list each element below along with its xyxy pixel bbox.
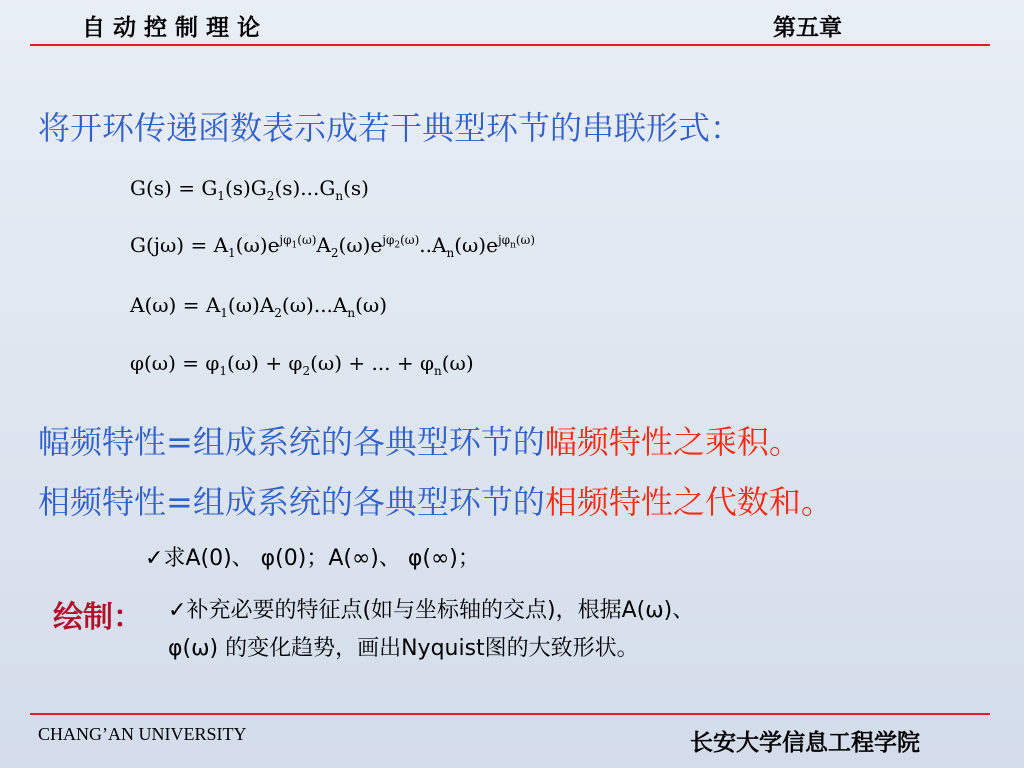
bullet-feature-points-text: 补充必要的特征点(如与坐标轴的交点)，根据A(ω)、 <box>186 598 695 623</box>
university-name: CHANG’AN UNIVERSITY <box>38 724 247 744</box>
course-title: 自 动 控 制 理 论 <box>82 15 261 41</box>
phase-prefix: 相频特性=组成系统的各典型环节的 <box>38 483 545 521</box>
footer-divider <box>30 713 990 715</box>
phase-property-line <box>38 484 833 520</box>
equation-phase: $\varphi(\omega) = \varphi_1(\omega) + \varphi_2(\omega)$ + ... + $\varphi_n(\omega)$ <box>130 351 474 378</box>
equation-transfer-function: $G(s) = G_1(s)G_2(s)...G_n(s)$ <box>130 176 369 203</box>
bullet-feature-points-continued: φ(ω) 的变化趋势，画出Nyquist图的大致形状。 <box>168 636 639 661</box>
check-mark-icon: ✓ <box>145 546 164 571</box>
phase-highlight: 相频特性之代数和。 <box>544 483 833 521</box>
check-mark-icon: ✓ <box>168 598 187 623</box>
school-name: 长安大学信息工程学院 <box>690 730 920 756</box>
magnitude-property-line <box>38 424 801 460</box>
magnitude-highlight: 幅频特性之乘积。 <box>544 423 801 461</box>
equation-magnitude: $A(\omega) = A_1(\omega)A_2(\omega)...A_n(\omega)$ <box>130 293 388 320</box>
chapter-label: 第五章 <box>773 15 842 41</box>
bullet-feature-points <box>168 593 694 624</box>
bullet-endpoints-text: 求A(0)、 φ(0)；A(∞)、 φ(∞)； <box>163 546 480 571</box>
bullet-endpoints <box>145 541 480 572</box>
draw-label: 绘制： <box>53 600 143 635</box>
header-divider <box>30 44 990 46</box>
equation-frequency-response: $G(j\omega) = A_1(\omega)e^{j\varphi_1(\omega)}A_2(\omega)e^{j\varphi_2(\omega)}..A_n(\omega)e^{j\varphi_n(\omega)}$ <box>130 233 536 260</box>
magnitude-prefix: 幅频特性=组成系统的各典型环节的 <box>38 423 545 461</box>
intro-heading: 将开环传递函数表示成若干典型环节的串联形式： <box>38 109 743 147</box>
